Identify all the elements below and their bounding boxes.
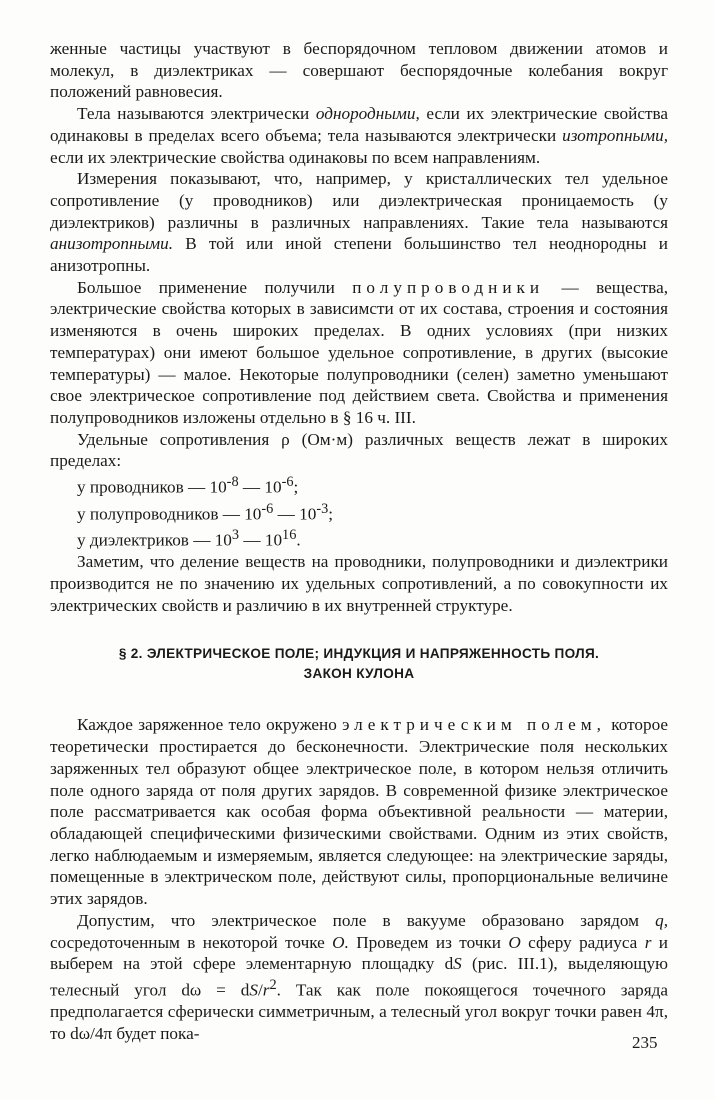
resistivity-item: у диэлектриков — $10^3$ — $10^{16}$. — [77, 526, 301, 550]
paragraph-2: Тела называются электрически однородными, если их электрические свойства одинаковы в пределах всего объема; тела называются электрически изотропными, если их электрические свойства одинаковы по всем направлениям. — [50, 104, 668, 167]
resistivity-item: у полупроводников — $10^{-6}$ — $10^{-3}$; — [77, 500, 334, 524]
paragraph-1: женные частицы участвуют в беспорядочном тепловом движении атомов и молекул, в диэлектриках — совершают беспорядочные колебания вокруг положений равновесия. — [50, 39, 668, 102]
page-text — [50, 38, 668, 1045]
section-heading — [50, 644, 668, 684]
paragraph-conclusion: Заметим, что деление веществ на проводники, полупроводники и диэлектрики производится не по значению их удельных сопротивлений, а по совокупности их электрических свойств и различию в их внутренней структуре. — [50, 552, 668, 615]
paragraph-4: Большое применение получили полупроводники — вещества, электрические свойства которых в зависимсти от их состава, строения и состояния изменяются в очень широких пределах. В одних условиях (при низких температурах) они имеют большое удельное сопротивление, в других (высокие температуры) — малое. Некоторые полупроводники (селен) заметно уменьшают свое электрическое сопротивление под действием света. Свойства и применения полупроводников изложены отдельно в § 16 ч. III. — [50, 277, 668, 427]
resistivity-item: у проводников — $10^{-8}$ — $10^{-6}$; — [77, 474, 299, 497]
resistivity-list — [50, 472, 668, 551]
text-block-top — [50, 38, 668, 472]
section-paragraph-1: Каждое заряженное тело окружено электрическим полем, которое теоретически простирается до бесконечности. Электрические поля нескольких заряженных тел образуют общее электрическое поле, в котором нельзя отличить поле одного заряда от поля других зарядов. В современной физике электрическое поле рассматривается как особая форма объективной реальности — материи, обладающей специфическими физическими свойствами. Одним из этих свойств, легко наблюдаемым и измеряемым, является следующее: на электрические заряды, помещенные в электрическом поле, действуют силы, пропорциональные величине этих зарядов. — [50, 715, 669, 909]
paragraph-5: Удельные сопротивления ρ (Ом·м) различных веществ лежат в широких пределах: — [50, 429, 668, 471]
section-heading-line1: § 2. ЭЛЕКТРИЧЕСКОЕ ПОЛЕ; ИНДУКЦИЯ И НАПРЯЖЕННОСТЬ ПОЛЯ. — [118, 646, 600, 662]
section-paragraph-2: Допустим, что электрическое поле в вакууме образовано зарядом q, сосредоточенным в некоторой точке O. Проведем из точки O сферу радиуса r и выберем на этой сфере элементарную площадку dS (рис. III.1), выделяющую телесный угол $d\omega = dS/r^2$. Так как поле покоящегося точечного заряда предполагается сферически симметричным, а телесный угол вокруг точки равен 4π, то dω/4π будет пока- — [50, 910, 669, 1044]
page-number: 235 — [632, 1033, 658, 1052]
text-block-bottom — [50, 714, 668, 1044]
paragraph-3: Измерения показывают, что, например, у кристаллических тел удельное сопротивление (у проводников) или диэлектрическая проницаемость (у диэлектриков) различны в различных направлениях. Такие тела называются анизотропными. В той или иной степени большинство тел неоднородны и анизотропны. — [50, 169, 668, 276]
section-heading-line2: ЗАКОН КУЛОНА — [303, 666, 415, 682]
